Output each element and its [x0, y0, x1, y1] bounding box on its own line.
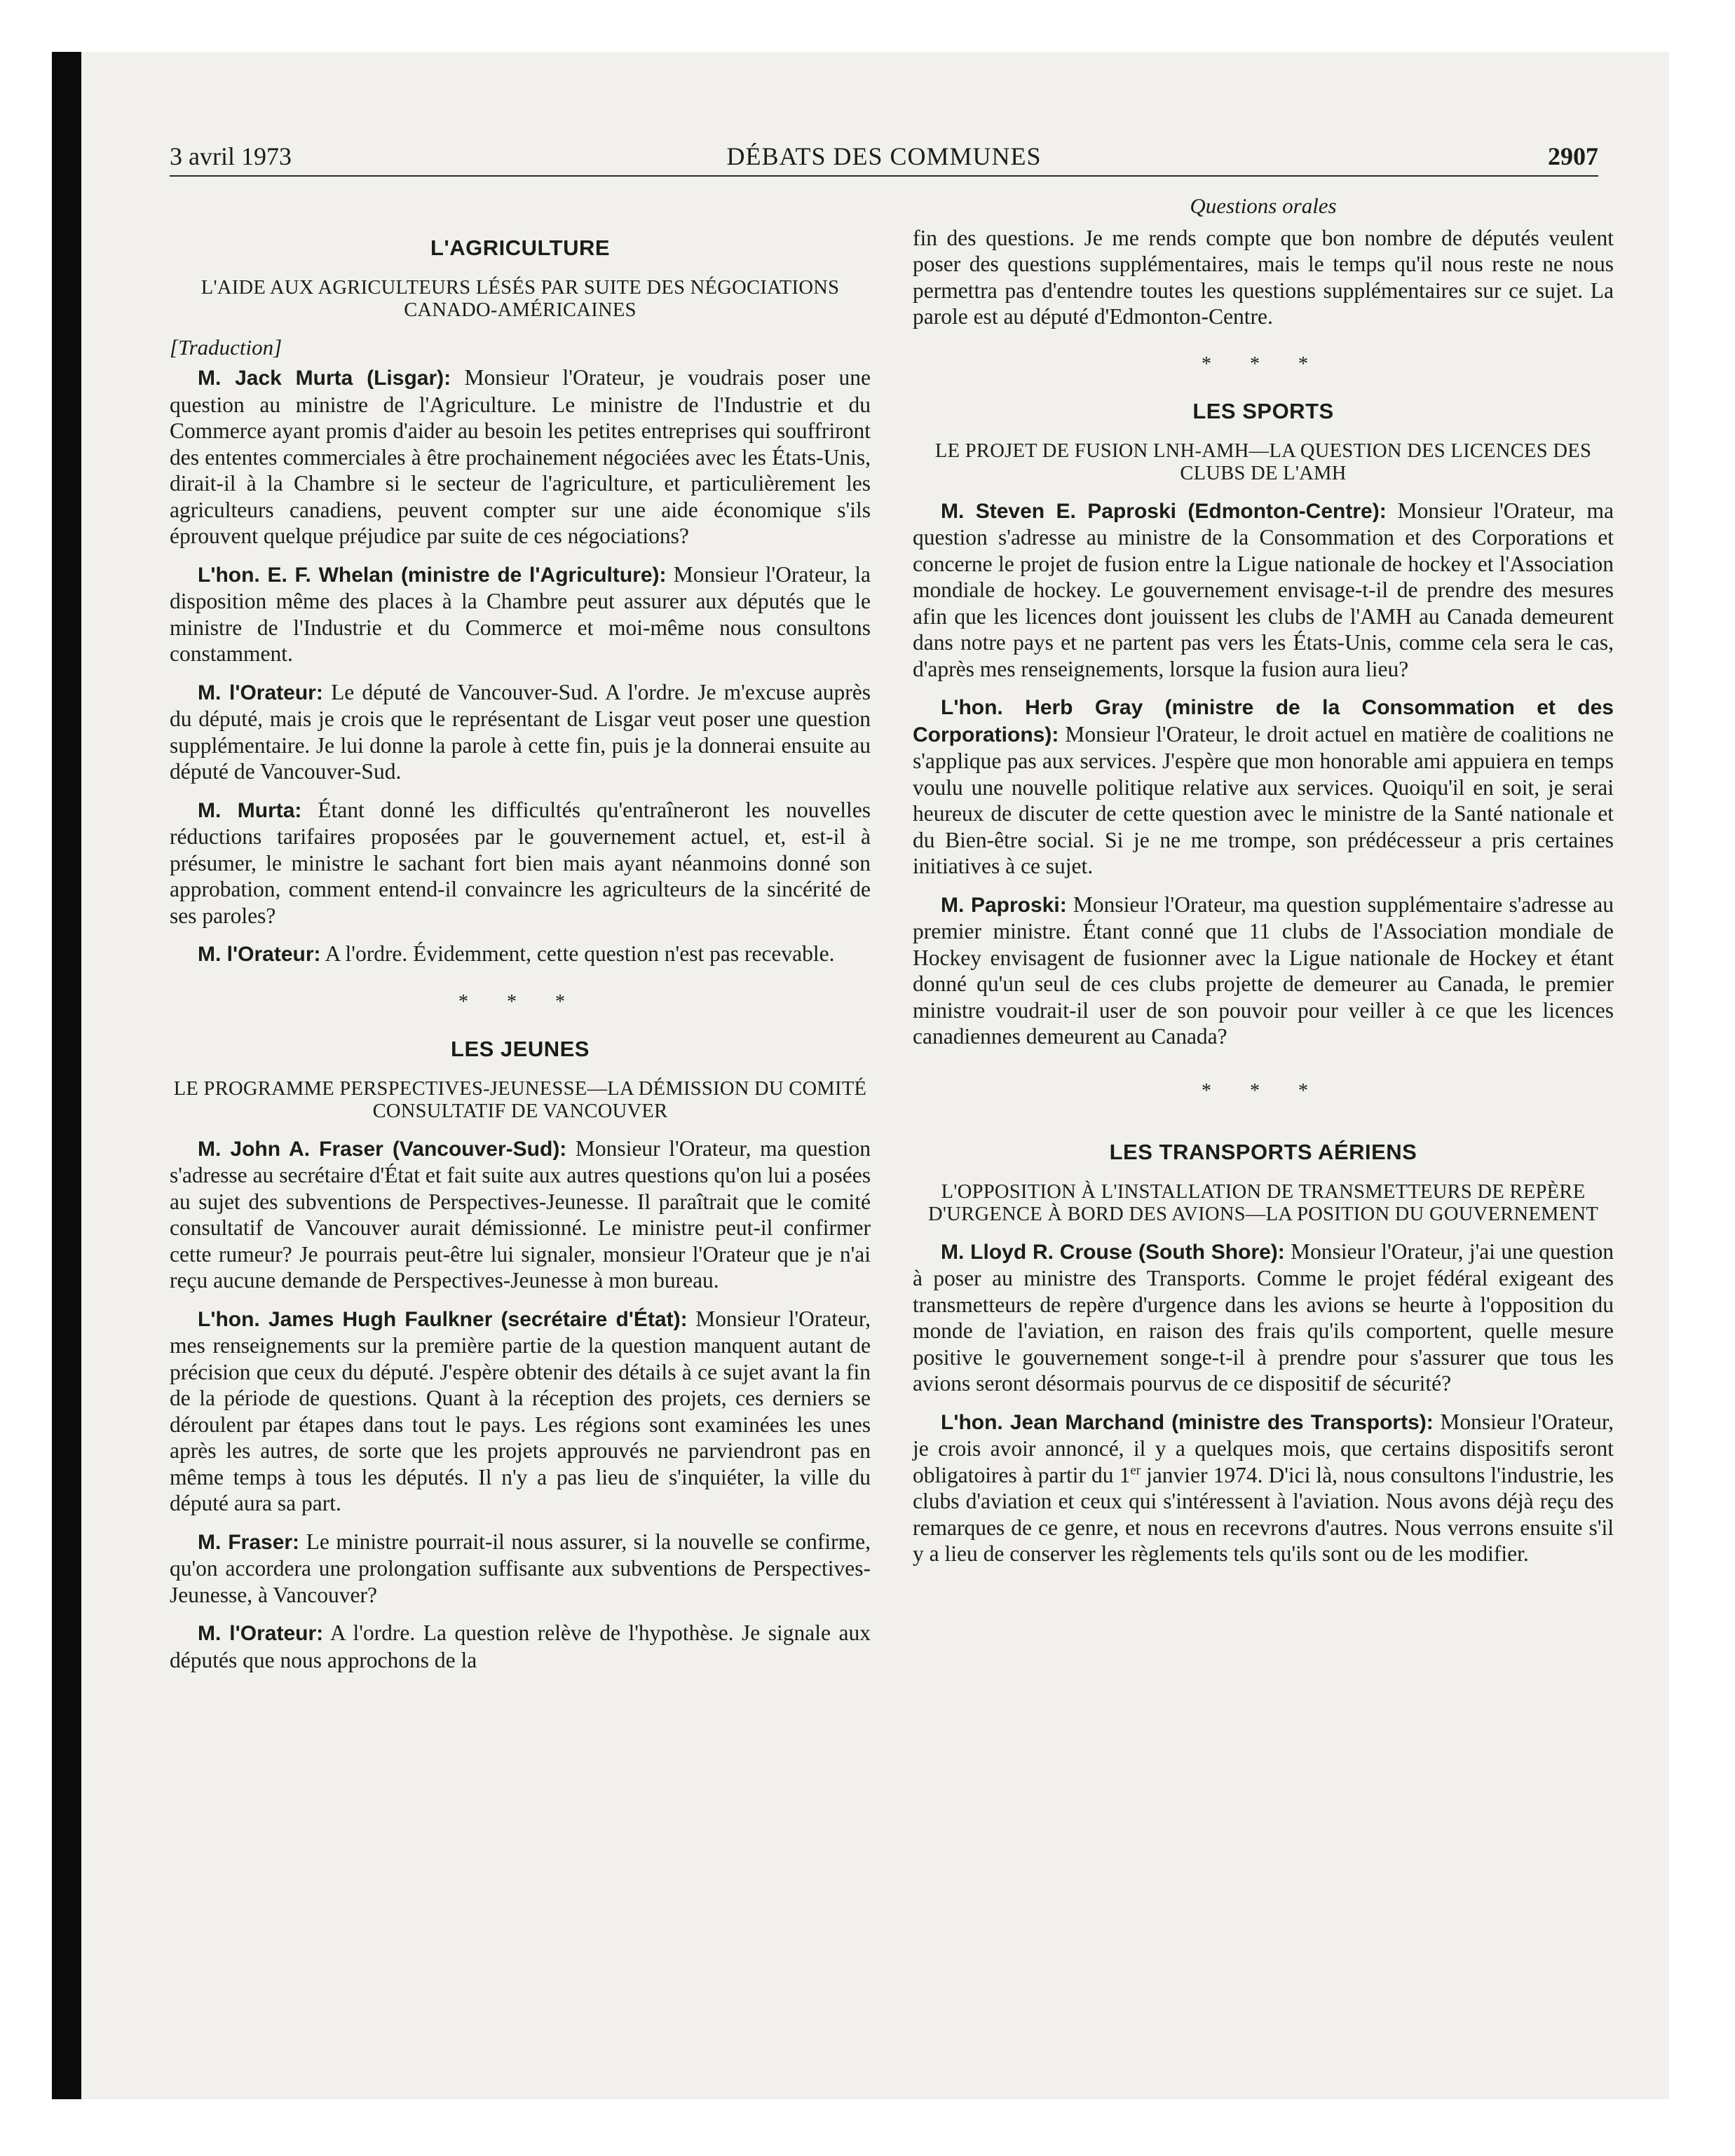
header-title: DÉBATS DES COMMUNES — [726, 142, 1042, 170]
speaker-name: M. Jack Murta (Lisgar): — [198, 367, 451, 390]
speaker-name: M. Steven E. Paproski (Edmonton-Centre): — [941, 499, 1387, 523]
speaker-name: L'hon. Jean Marchand (ministre des Transports): — [941, 1410, 1434, 1434]
speech-text: Monsieur l'Orateur, je voudrais poser une question au ministre de l'Agriculture. Le ministre de l'Industrie et du Commerce ayant promis d'aider au besoin les petites entreprises qui souffriront des ententes commerciales à être prochainement négociées avec les États-Unis, dirait-il à la Chambre si le secteur de l'agriculture, et particulièrement les agriculteurs canadiens, peuvent compter sur une aide économique s'ils éprouvent quelque préjudice par suite de ces négociations? — [170, 365, 871, 548]
speaker-name: M. l'Orateur: — [198, 943, 321, 966]
scan-edge — [52, 52, 81, 2099]
speech-text: A l'ordre. La question relève de l'hypothèse. Je signale aux députés que nous approchons de la — [170, 1621, 871, 1672]
section-title-agriculture: L'AGRICULTURE — [430, 236, 611, 260]
speech-text: janvier 1974. D'ici là, nous consultons l'industrie, les clubs d'aviation et ceux qui s'intéressent à l'aviation. Nous avons déjà reçu des remarques de ce genre, et nous en recevrons d'autres. Nous verrons ensuite s'il y a lieu de conserver les règlements tels qu'ils sont ou de les modifier. — [913, 1462, 1614, 1566]
header-date: 3 avril 1973 — [170, 142, 292, 170]
page-header — [170, 140, 1598, 177]
speaker-name: M. Lloyd R. Crouse (South Shore): — [941, 1240, 1285, 1264]
speech-text: Monsieur l'Orateur, ma question supplémentaire s'adresse au premier ministre. Étant conné que 11 clubs de l'Association mondiale de Hockey envisagent de fusionner avec la Ligue nationale de Hockey et étant donné qu'un seul de ces clubs projette de demeurer au Canada, le premier ministre voudrait-il user de son pouvoir pour veiller à ce que les licences canadiennes demeurent au Canada? — [913, 892, 1614, 1049]
speech-text: Monsieur l'Orateur, le droit actuel en matière de coalitions ne s'applique pas aux services. J'espère que mon honorable ami appuiera en temps voulu une nouvelle politique relative aux services. Quoiqu'il en soit, je serai heureux de discuter de cette question avec le ministre de la Santé nationale et du Bien-être social. Si je ne me trompe, son prédécesseur a pris certaines initiatives à ce sujet. — [913, 721, 1614, 878]
speaker-name: L'hon. E. F. Whelan (ministre de l'Agriculture): — [198, 563, 667, 587]
paragraph — [170, 364, 871, 550]
paragraph — [170, 1620, 871, 1673]
right-column — [913, 193, 1614, 1579]
section-subtitle-transports: L'OPPOSITION À L'INSTALLATION DE TRANSMETTEURS DE REPÈRE D'URGENCE À BORD DES AVIONS—LA POSITION DU GOUVERNEMENT — [927, 1180, 1599, 1225]
paragraph — [913, 1239, 1614, 1397]
speech-text: Le ministre pourrait-il nous assurer, si la nouvelle se confirme, qu'on accordera une prolongation suffisante aux subventions de Perspectives-Jeunesse, à Vancouver? — [170, 1529, 871, 1607]
section-subtitle-sports: LE PROJET DE FUSION LNH-AMH—LA QUESTION DES LICENCES DES CLUBS DE L'AMH — [934, 439, 1592, 484]
paragraph — [170, 941, 871, 968]
running-head: Questions orales — [1190, 193, 1337, 218]
ordinal-superscript: er — [1130, 1463, 1141, 1478]
speaker-name: M. l'Orateur: — [198, 1622, 324, 1645]
speaker-name: M. Fraser: — [198, 1530, 300, 1554]
header-page-number: 2907 — [1548, 142, 1598, 170]
speech-text: Monsieur l'Orateur, ma question s'adresse au secrétaire d'État et fait suite aux autres questions qu'on lui a posées au sujet des subventions de Perspectives-Jeunesse. Il paraîtrait que le comité consultatif de Vancouver aurait démissionné. Le ministre peut-il confirmer cette rumeur? Je pourrais peut-être lui signaler, monsieur l'Orateur que je n'ai reçu aucune demande de Perspectives-Jeunesse à mon bureau. — [170, 1135, 871, 1292]
paragraph — [913, 892, 1614, 1050]
speech-text: A l'ordre. Évidemment, cette question n'est pas recevable. — [320, 941, 835, 966]
paragraph — [913, 1409, 1614, 1567]
speech-text: Monsieur l'Orateur, la disposition même des places à la Chambre peut assurer aux députés que le ministre de l'Industrie et du Commerce et moi-même nous consultons constamment. — [170, 561, 871, 666]
section-subtitle-jeunes: LE PROGRAMME PERSPECTIVES-JEUNESSE—LA DÉMISSION DU COMITÉ CONSULTATIF DE VANCOUVER — [173, 1077, 867, 1122]
section-separator: * * * — [458, 990, 582, 1013]
section-title-jeunes: LES JEUNES — [451, 1037, 590, 1061]
speaker-name: M. Murta: — [198, 798, 302, 822]
speech-text: Le député de Vancouver-Sud. A l'ordre. Je m'excuse auprès du député, mais je crois que le représentant de Lisgar veut poser une question supplémentaire. Je lui donne la parole à cette fin, puis je la donnerai ensuite au député de Vancouver-Sud. — [170, 679, 871, 784]
paragraph — [170, 679, 871, 785]
speaker-name: M. l'Orateur: — [198, 681, 323, 704]
section-separator: * * * — [1202, 1079, 1325, 1102]
speech-text: Monsieur l'Orateur, j'ai une question à poser au ministre des Transports. Comme le projet fédéral exigeant des transmetteurs de repère d'urgence dans les avions se heurte à l'opposition du monde de l'aviation, en raison des frais qu'ils comportent, quelle mesure positive le gouvernement songe-t-il à prendre pour s'assurer que tous les avions seront désormais pourvus de ce dispositif de sécurité? — [913, 1239, 1614, 1396]
section-title-sports: LES SPORTS — [1192, 399, 1334, 423]
speech-text: Monsieur l'Orateur, mes renseignements sur la première partie de la question manquent autant de précision que ceux du député. J'espère obtenir des détails à ce sujet avant la fin de la période de questions. Quant à la réception des projets, ces derniers se déroulent par étapes dans tout le pays. Les régions sont examinées les unes après les autres, de sorte que les projets approuvés ne parviendront pas en même temps à tous les députés. Il n'y a pas lieu de s'inquiéter, la ville du député aura sa part. — [170, 1306, 871, 1515]
speech-text: Étant donné les difficultés qu'entraîneront les nouvelles réductions tarifaires proposées par le gouvernement actuel, et, est-il à présumer, le ministre le sachant fort bien mais ayant néanmoins donné son approbation, comment entend-il convaincre les agriculteurs de la sincérité de ses paroles? — [170, 797, 871, 928]
paragraph — [170, 1306, 871, 1517]
speaker-name: M. John A. Fraser (Vancouver-Sud): — [198, 1137, 567, 1161]
speech-text: Monsieur l'Orateur, je crois avoir annoncé, il y a quelques mois, que certains dispositifs seront obligatoires à partir du 1 — [913, 1409, 1614, 1487]
translation-note: [Traduction] — [170, 334, 283, 360]
speaker-name: M. Paproski: — [941, 893, 1067, 917]
speaker-name: L'hon. Herb Gray (ministre de la Consommation et des Corporations): — [913, 696, 1614, 746]
paragraph-continued: fin des questions. Je me rends compte que bon nombre de députés veulent poser des questions supplémentaires, mais le temps qu'il nous reste ne nous permettra pas d'entendre toutes les questions supplémentaires sur ce sujet. La parole est au député d'Edmonton-Centre. — [913, 225, 1614, 329]
section-title-transports: LES TRANSPORTS AÉRIENS — [1109, 1140, 1417, 1164]
speaker-name: L'hon. James Hugh Faulkner (secrétaire d'État): — [198, 1307, 688, 1331]
paragraph — [170, 1529, 871, 1609]
paragraph — [913, 694, 1614, 880]
paragraph — [170, 561, 871, 667]
section-separator: * * * — [1202, 353, 1325, 375]
paragraph — [170, 1135, 871, 1294]
section-subtitle-agriculture: L'AIDE AUX AGRICULTEURS LÉSÉS PAR SUITE DES NÉGOCIATIONS CANADO-AMÉRICAINES — [200, 276, 840, 321]
paragraph — [170, 797, 871, 929]
left-column — [170, 193, 871, 1685]
paragraph — [913, 498, 1614, 683]
speech-text: Monsieur l'Orateur, ma question s'adresse au ministre de la Consommation et des Corporations et concerne le projet de fusion entre la Ligue nationale de hockey et l'Association mondiale de hockey. Le gouvernement envisage-t-il de prendre des mesures afin que les licences dont jouissent les clubs de l'AMH au Canada demeurent dans notre pays et ne partent pas vers les États-Unis, comme cela sera le cas, d'après mes renseignements, lorsque la fusion aura lieu? — [913, 498, 1614, 681]
